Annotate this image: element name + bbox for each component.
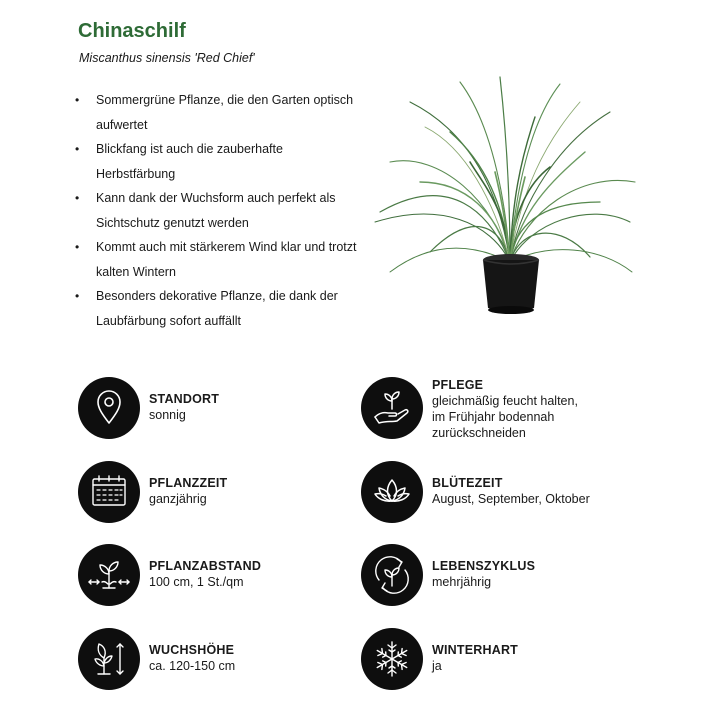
- calendar-icon: [78, 461, 140, 523]
- feature-bluetezeit: [361, 461, 631, 525]
- list-item: [74, 284, 364, 333]
- bullet-text: Kann dank der Wuchsform auch perfekt als Sichtschutz genutzt werden: [96, 191, 336, 230]
- botanical-name: Miscanthus sinensis 'Red Chief': [79, 51, 255, 65]
- list-item: [74, 235, 364, 284]
- feature-title: PFLEGE: [432, 378, 484, 392]
- plant-product-image: [370, 72, 640, 322]
- feature-value: ca. 120-150 cm: [149, 659, 236, 673]
- bullet-dot: •: [75, 93, 80, 107]
- feature-title: LEBENSZYKLUS: [432, 559, 536, 573]
- feature-pflanzzeit: [78, 461, 348, 525]
- plant-height-icon: [78, 628, 140, 690]
- life-cycle-icon: [361, 544, 423, 606]
- feature-title: WUCHSHÖHE: [149, 643, 235, 657]
- feature-pflege: [361, 377, 631, 441]
- location-pin-icon: [78, 377, 140, 439]
- feature-value: gleichmäßig feucht halten, im Frühjahr bodennah zurückschneiden: [432, 394, 578, 440]
- feature-value: sonnig: [149, 408, 186, 422]
- feature-winterhart: [361, 628, 631, 692]
- feature-title: BLÜTEZEIT: [432, 476, 503, 490]
- feature-title: PFLANZZEIT: [149, 476, 228, 490]
- lotus-flower-icon: [361, 461, 423, 523]
- feature-standort: [78, 377, 348, 441]
- feature-value: ja: [432, 659, 442, 673]
- feature-value: 100 cm, 1 St./qm: [149, 575, 244, 589]
- feature-value: mehrjährig: [432, 575, 492, 589]
- bullet-dot: •: [75, 240, 80, 254]
- bullet-text: Besonders dekorative Pflanze, die dank der Laubfärbung sofort auffällt: [96, 289, 338, 328]
- feature-pflanzabstand: [78, 544, 348, 608]
- feature-lebenszyklus: [361, 544, 631, 608]
- list-item: [74, 88, 364, 137]
- bullet-dot: •: [75, 289, 80, 303]
- feature-bullet-list: [74, 88, 364, 333]
- feature-value: August, September, Oktober: [432, 492, 590, 506]
- bullet-text: Blickfang ist auch die zauberhafte Herbstfärbung: [96, 142, 283, 181]
- feature-title: STANDORT: [149, 392, 220, 406]
- hand-sprout-icon: [361, 377, 423, 439]
- bullet-text: Sommergrüne Pflanze, die den Garten optisch aufwertet: [96, 93, 354, 132]
- list-item: [74, 186, 364, 235]
- snowflake-icon: [361, 628, 423, 690]
- plant-spacing-icon: [78, 544, 140, 606]
- list-item: [74, 137, 364, 186]
- feature-title: PFLANZABSTAND: [149, 559, 262, 573]
- bullet-dot: •: [75, 142, 80, 156]
- bullet-text: Kommt auch mit stärkerem Wind klar und trotzt kalten Wintern: [96, 240, 357, 279]
- feature-value: ganzjährig: [149, 492, 207, 506]
- product-title: Chinaschilf: [78, 20, 186, 42]
- bullet-dot: •: [75, 191, 80, 205]
- feature-wuchshoehe: [78, 628, 348, 692]
- feature-title: WINTERHART: [432, 643, 519, 657]
